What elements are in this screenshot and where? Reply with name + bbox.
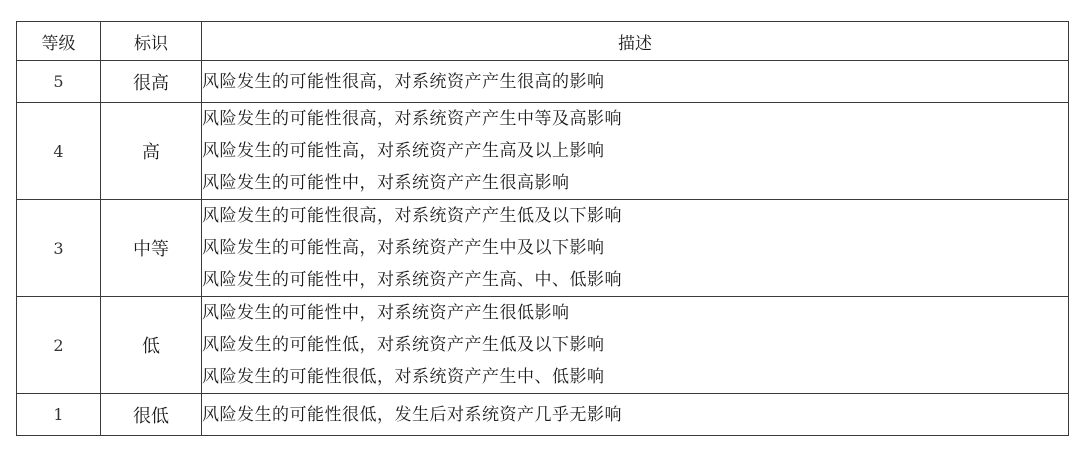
header-tag: 标识	[101, 22, 202, 61]
description-cell	[202, 394, 1069, 436]
table-body	[17, 61, 1069, 436]
description-line: 风险发生的可能性很高，对系统资产产生低及以下影响	[202, 206, 622, 226]
level-cell: 5	[17, 61, 101, 103]
description-line: 风险发生的可能性低，对系统资产产生低及以下影响	[202, 335, 605, 355]
risk-level-table	[16, 21, 1069, 436]
description-line: 风险发生的可能性高，对系统资产产生高及以上影响	[202, 141, 605, 161]
description-line: 风险发生的可能性很低，发生后对系统资产几乎无影响	[202, 404, 622, 425]
level-cell: 1	[17, 394, 101, 436]
description-cell	[202, 200, 1069, 297]
description-cell	[202, 297, 1069, 394]
table-header	[17, 22, 1069, 61]
description-line: 风险发生的可能性中，对系统资产产生很低影响	[202, 303, 570, 323]
level-cell: 4	[17, 103, 101, 200]
description-cell	[202, 103, 1069, 200]
header-level: 等级	[17, 22, 101, 61]
description-line: 风险发生的可能性高，对系统资产产生中及以下影响	[202, 238, 605, 258]
tag-cell: 中等	[101, 200, 202, 297]
header-row	[17, 22, 1069, 61]
table-row	[17, 103, 1069, 200]
table-row	[17, 297, 1069, 394]
table-row	[17, 200, 1069, 297]
description-line: 风险发生的可能性中，对系统资产产生高、中、低影响	[202, 270, 622, 290]
tag-cell: 很高	[101, 61, 202, 103]
description-line: 风险发生的可能性很高，对系统资产产生很高的影响	[202, 71, 605, 92]
description-line: 风险发生的可能性很高，对系统资产产生中等及高影响	[202, 109, 622, 129]
description-cell	[202, 61, 1069, 103]
table-row	[17, 394, 1069, 436]
tag-cell: 低	[101, 297, 202, 394]
header-description: 描述	[202, 22, 1069, 61]
level-cell: 2	[17, 297, 101, 394]
description-line: 风险发生的可能性中，对系统资产产生很高影响	[202, 173, 570, 193]
table-row	[17, 61, 1069, 103]
tag-cell: 高	[101, 103, 202, 200]
description-line: 风险发生的可能性很低，对系统资产产生中、低影响	[202, 367, 605, 387]
tag-cell: 很低	[101, 394, 202, 436]
level-cell: 3	[17, 200, 101, 297]
